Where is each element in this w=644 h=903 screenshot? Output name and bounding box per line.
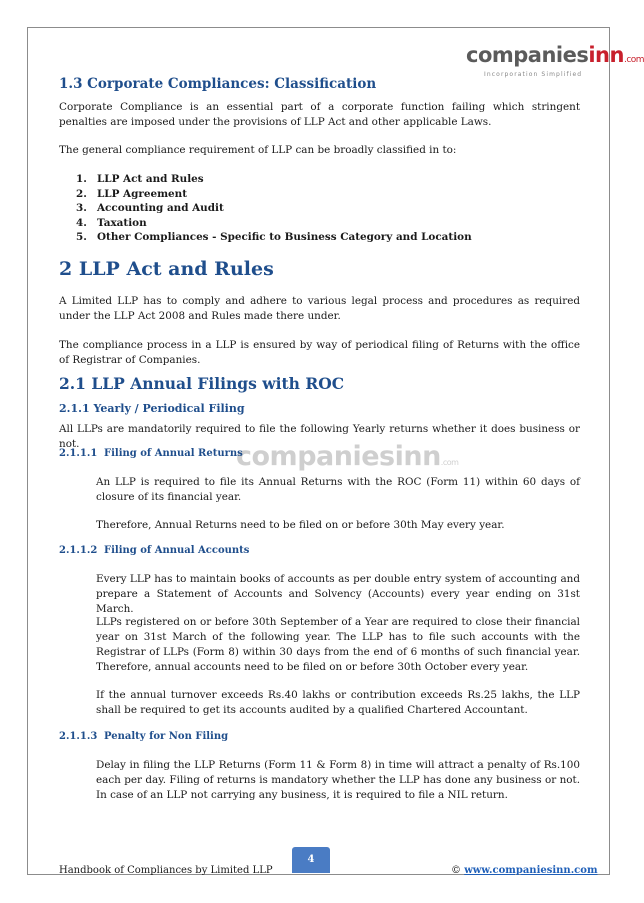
page-number-badge: 4 <box>292 847 330 873</box>
logo-text-companies: companies <box>466 43 589 67</box>
logo-text-com: .com <box>623 55 644 65</box>
watermark-com: .com <box>440 458 459 467</box>
list-item: 2. LLP Agreement <box>76 187 188 200</box>
section-2-1-1-2-heading: 2.1.1.2 Filing of Annual Accounts <box>59 545 250 556</box>
footer-copyright <box>451 865 598 876</box>
section-1-3-heading: 1.3 Corporate Compliances: Classification <box>59 76 377 92</box>
section-2-heading: 2 LLP Act and Rules <box>59 258 274 280</box>
section-2-1-1-1-heading: 2.1.1.1 Filing of Annual Returns <box>59 448 243 459</box>
section-2-1-1-3-heading: 2.1.1.3 Penalty for Non Filing <box>59 731 229 742</box>
list-item: 5. Other Compliances - Specific to Business Category and Location <box>76 231 472 244</box>
website-link[interactable]: www.companiesinn.com <box>464 865 598 876</box>
annual-returns-paragraph-2: Therefore, Annual Returns need to be filed on or before 30th May every year. <box>96 519 505 531</box>
companiesinn-logo <box>466 43 644 80</box>
section-2-paragraph-1: A Limited LLP has to comply and adhere to various legal process and procedures as required under the LLP Act 2008 and Rules made there under. <box>59 295 580 322</box>
list-item: 3. Accounting and Audit <box>76 202 224 215</box>
penalty-paragraph: Delay in filing the LLP Returns (Form 11 & Form 8) in time will attract a penalty of Rs.100 each per day. Filing of returns is mandatory whether the LLP has done any business or not. In case of an LLP not carrying any business, it is required to file a NIL return. <box>96 759 580 801</box>
section-2-paragraph-2: The compliance process in a LLP is ensured by way of periodical filing of Returns with the office of Registrar of Companies. <box>59 339 580 366</box>
annual-accounts-paragraph-2: LLPs registered on or before 30th September of a Year are required to close their financial year on 31st March of the following year. The LLP has to file such accounts with the Registrar of LLPs (Form 8) within 30 days from the end of 6 months of such financial year. Therefore, annual accounts need to be filed on or before 30th October every year. <box>96 616 580 673</box>
annual-returns-paragraph-1: An LLP is required to file its Annual Returns with the ROC (Form 11) within 60 days of closure of its financial year. <box>96 476 580 503</box>
logo-tagline: Incorporation Simplified <box>484 71 583 78</box>
section-1-3-paragraph-2: The general compliance requirement of LLP can be broadly classified in to: <box>59 144 457 156</box>
section-1-3-paragraph-1: Corporate Compliance is an essential part of a corporate function failing which stringent penalties are imposed under the provisions of LLP Act and other applicable Laws. <box>59 101 580 128</box>
section-2-1-1-heading: 2.1.1 Yearly / Periodical Filing <box>59 402 245 415</box>
watermark-main: companiesinn <box>236 441 441 472</box>
compliance-classification-list <box>76 172 472 245</box>
annual-accounts-paragraph-3: If the annual turnover exceeds Rs.40 lakhs or contribution exceeds Rs.25 lakhs, the LLP shall be required to get its accounts audited by a qualified Chartered Accountant. <box>96 689 580 716</box>
list-item: 1. LLP Act and Rules <box>76 173 204 185</box>
copyright-symbol: © <box>451 865 461 876</box>
annual-accounts-paragraph-1: Every LLP has to maintain books of accounts as per double entry system of accounting and prepare a Statement of Accounts and Solvency (Accounts) every year ending on 31st March. <box>96 573 580 615</box>
list-item: 4. Taxation <box>76 216 147 229</box>
footer-title: Handbook of Compliances by Limited LLP <box>59 865 273 876</box>
logo-text-inn: inn <box>588 43 624 67</box>
section-2-1-heading: 2.1 LLP Annual Filings with ROC <box>59 374 345 393</box>
section-2-1-1-paragraph: All LLPs are mandatorily required to file the following Yearly returns whether it does business or not. <box>59 423 580 450</box>
